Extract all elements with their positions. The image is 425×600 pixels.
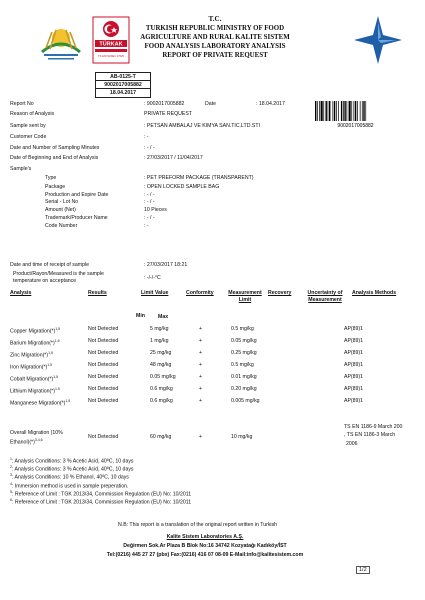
- report-no-label: Report No: [10, 101, 34, 107]
- row-analysis-name: Iron Migration(*): [10, 364, 48, 371]
- footnote-number: 4: [10, 482, 12, 486]
- receipt-value: : 27/03/2017 18:21: [144, 262, 188, 268]
- barcode-bar: [323, 101, 324, 121]
- row-limit: 0.6 mg/kg: [150, 398, 173, 404]
- date-label: Date: [205, 101, 216, 107]
- uncertainty-header-line2: Measurement: [308, 297, 342, 303]
- sample-label: Type: [45, 175, 57, 181]
- row-result: Not Detected: [88, 362, 119, 368]
- sample-value: 10 Pieces: [144, 207, 167, 213]
- col-min-header: Min: [136, 313, 145, 319]
- sample-label: Serial - Lot No: [45, 199, 79, 205]
- row-measurement: 0.05 mg/kg: [231, 338, 257, 344]
- row-measurement: 0.5 mg/kg: [231, 362, 254, 368]
- overall-analysis-sup: 3,4,6: [34, 438, 43, 442]
- row-measurement: 0.01 mg/kg: [231, 374, 257, 380]
- row-analysis: [10, 386, 60, 396]
- turkak-logo-subtext: TS EN ISO/IEC 17025: [98, 55, 124, 58]
- field-value: : -: [144, 134, 149, 140]
- overall-conformity: +: [199, 434, 203, 440]
- barcode-bar: [344, 101, 345, 121]
- row-method: AP(89)1: [344, 350, 364, 356]
- row-conformity: +: [199, 374, 203, 380]
- row-analysis: [10, 326, 60, 336]
- row-conformity: +: [199, 386, 203, 392]
- col-recovery-header: Recovery: [268, 290, 292, 296]
- field-value: : - / -: [144, 145, 155, 151]
- barcode-text: 9002017005882: [337, 123, 374, 128]
- sample-value: : PET PREFORM PACKAGE (TRANSPARENT): [144, 175, 254, 181]
- row-measurement: 0.25 mg/kg: [231, 350, 257, 356]
- row-analysis-sup: 1,6: [54, 339, 60, 343]
- row-result: Not Detected: [88, 326, 119, 332]
- report-number-box: [95, 72, 151, 98]
- row-analysis-name: Zinc Migration(*): [10, 352, 49, 359]
- col-max-header: Max: [158, 314, 169, 320]
- barcode-icon: [313, 100, 398, 128]
- barcode-bar: [351, 101, 352, 121]
- temp-label-2: temperature on acceptance: [13, 278, 77, 284]
- sample-value: : -: [144, 223, 149, 229]
- row-limit: 0.6 mg/kg: [150, 386, 173, 392]
- row-measurement: 0.005 mg/kg: [231, 398, 260, 404]
- row-analysis-sup: 1,5: [54, 387, 60, 391]
- footnote-number: 5: [10, 490, 12, 494]
- barcode-bar: [326, 101, 327, 121]
- measurement-header-line2: Limit: [238, 297, 252, 303]
- header-line-report: REPORT OF PRIVATE REQUEST: [162, 52, 268, 59]
- numbox-report-no: 9002017005882: [96, 81, 150, 89]
- sample-label: Amount (Net): [45, 207, 76, 213]
- report-header: [130, 15, 300, 60]
- footnote-text: : Analysis Conditions: 10 % Ethanol, 40ºC, 10 days: [11, 474, 129, 481]
- overall-measurement: 10 mg/kg: [231, 434, 253, 440]
- field-label: Sample's: [10, 166, 32, 172]
- row-analysis-sup: 1,5: [53, 375, 59, 379]
- barcode-bar: [333, 101, 334, 121]
- overall-analysis-line1: Overall Migration (10%: [10, 430, 63, 436]
- col-methods-header: Analysis Methods: [352, 290, 397, 296]
- barcode-bar: [360, 101, 361, 121]
- row-method: AP(89)1: [344, 338, 364, 344]
- row-analysis-name: Barium Migration(*): [10, 340, 55, 347]
- sample-label: Trademark/Producer Name: [45, 215, 108, 221]
- col-results-header: Results: [88, 290, 107, 296]
- sample-value: : - / -: [144, 192, 155, 198]
- header-line-agriculture: AGRICULTURE AND RURAL KALITE SISTEM: [140, 34, 290, 41]
- row-result: Not Detected: [88, 398, 119, 404]
- barcode-bar: [315, 101, 316, 121]
- barcode-bar: [334, 101, 335, 121]
- row-limit: 1 mg/kg: [150, 338, 169, 344]
- kalite-star-logo-icon: [352, 14, 404, 66]
- footnote-text: : Reference of Limit : TGK 2013/34, Commission Regulation (EU) No: 10/2011: [11, 499, 192, 506]
- row-conformity: +: [199, 326, 203, 332]
- footnote-number: 3: [10, 473, 12, 477]
- temp-label-1: Product/Rayon/Measured is the sample: [13, 271, 104, 277]
- row-method: AP(89)1: [344, 326, 364, 332]
- receipt-label: Date and time of receipt of sample: [10, 262, 90, 268]
- measurement-header-line1: Measurement: [228, 290, 262, 296]
- row-method: AP(89)1: [344, 386, 364, 392]
- company-address: Değirmen Sok.Ar Plaza B Blok No:16 34742 Kozyatağı Kadıköy/İST: [123, 543, 287, 549]
- row-result: Not Detected: [88, 386, 119, 392]
- company-name: Kalite Sistem Laboratories A.Ş.: [166, 534, 244, 540]
- row-conformity: +: [199, 362, 203, 368]
- barcode-bar: [357, 101, 358, 121]
- barcode-bar: [363, 101, 364, 121]
- row-analysis-name: Manganese Migration(*): [10, 400, 66, 407]
- overall-limit: 60 mg/kg: [150, 434, 172, 440]
- row-analysis-name: Lithium Migration(*): [10, 388, 55, 395]
- overall-analysis-line2: [10, 437, 43, 447]
- row-analysis-sup: 1,5: [47, 363, 53, 367]
- overall-method-3: 2006: [346, 441, 358, 447]
- header-line-tc: T.C.: [208, 15, 222, 23]
- col-limit-header: Limit Value: [141, 290, 169, 296]
- field-label: Reason of Analysis: [10, 111, 55, 117]
- footnote-number: 1: [10, 457, 12, 461]
- barcode-bar: [329, 101, 330, 121]
- company-contact: Tel:(0216) 445 27 27 (pbx) Fax:(0216) 416 07 08-09 E-Mail:info@kalitesistem.com: [106, 552, 304, 558]
- field-label: Date of Beginning and End of Analysis: [10, 155, 99, 161]
- turkak-logo-icon: [92, 16, 130, 64]
- row-analysis: [10, 338, 60, 348]
- sample-label: Code Number: [45, 223, 78, 229]
- barcode-bar: [365, 101, 366, 121]
- numbox-code: AB-0125-T: [96, 73, 150, 81]
- row-analysis: [10, 374, 58, 384]
- header-line-lab: FOOD ANALYSIS LABORATORY ANALYSIS: [144, 43, 286, 50]
- sample-label: Production and Expire Date: [45, 192, 109, 198]
- barcode-bar: [362, 101, 363, 121]
- barcode-bar: [349, 101, 351, 121]
- barcode-bar: [338, 101, 339, 121]
- barcode-bar: [347, 101, 348, 121]
- sample-value: : OPEN LOCKED SAMPLE BAG: [144, 184, 220, 190]
- row-limit: 0.05 mg/kg: [150, 374, 176, 380]
- sample-value: : - / -: [144, 215, 155, 221]
- footnote-text: : Analysis Conditions: 3 % Acetic Acid, 40ºC, 10 days: [11, 466, 134, 473]
- col-conformity-header: Conformity: [186, 290, 214, 296]
- barcode-bar: [319, 101, 320, 121]
- report-no-value: : 9002017005882: [144, 101, 185, 107]
- row-result: Not Detected: [88, 338, 119, 344]
- row-measurement: 0.20 mg/kg: [231, 386, 257, 392]
- row-conformity: +: [199, 338, 203, 344]
- field-label: Customer Code: [10, 134, 47, 140]
- row-result: Not Detected: [88, 374, 119, 380]
- field-label: Sample sent by: [10, 123, 46, 129]
- numbox-date: 18.04.2017: [110, 90, 136, 96]
- row-conformity: +: [199, 350, 203, 356]
- temp-value: : -/-/-°C: [144, 275, 161, 281]
- overall-method-2: , TS EN 1186-3 March: [344, 432, 396, 438]
- row-analysis-sup: 1,5: [55, 327, 61, 331]
- barcode-bar: [321, 101, 323, 121]
- footnote-text: : Analysis Conditions: 3 % Acetic Acid, 40ºC, 10 days: [11, 458, 134, 465]
- row-method: AP(89)1: [344, 374, 364, 380]
- row-analysis: [10, 350, 53, 360]
- row-analysis-sup: 1,5: [65, 399, 71, 403]
- uncertainty-header-line1: Uncertainty of: [307, 290, 343, 296]
- barcode-bar: [336, 101, 337, 121]
- date-value: : 18.04.2017: [256, 101, 285, 107]
- row-limit: 5 mg/kg: [150, 326, 169, 332]
- footnote-number: 6: [10, 498, 12, 502]
- row-method: AP(89)1: [344, 362, 364, 368]
- field-value: PRIVATE REQUEST: [144, 111, 192, 117]
- row-analysis: [10, 398, 70, 408]
- translation-note: N.B: This report is a translation of the original report written in Turkish: [118, 522, 278, 528]
- col-analysis-header: Analysis: [10, 290, 32, 296]
- overall-method-1: TS EN 1186-9 March 200: [344, 424, 403, 430]
- footnote-text: : Immersion method is used in sample preperation.: [11, 483, 129, 490]
- footnote-text: : Reference of Limit : TGK 2013/34, Commission Regulation (EU) No: 10/2011: [11, 491, 192, 498]
- row-analysis-name: Copper Migration(*): [10, 328, 56, 335]
- barcode-bar: [354, 101, 355, 121]
- turkak-logo-text: TÜRKAK: [99, 41, 123, 48]
- row-analysis-name: Cobalt Migration(*): [10, 376, 54, 383]
- footnote-number: 2: [10, 465, 12, 469]
- barcode-bar: [343, 101, 344, 121]
- header-line-ministry: TURKISH REPUBLIC MINISTRY OF FOOD: [145, 25, 285, 32]
- col-uncertainty-header: [302, 290, 348, 304]
- barcode-bar: [341, 101, 342, 121]
- col-measurement-header: [222, 290, 268, 304]
- overall-result: Not Detected: [88, 434, 119, 440]
- row-conformity: +: [199, 398, 203, 404]
- footnote: [10, 497, 191, 507]
- row-analysis-sup: 1,5: [48, 351, 53, 355]
- barcode-bar: [355, 101, 356, 121]
- sample-label: Package: [45, 184, 66, 190]
- field-label: Date and Number of Sampling Minutes: [10, 145, 100, 151]
- field-value: : 27/03/2017 / 11/04/2017: [144, 155, 203, 161]
- sample-value: : - / -: [144, 199, 155, 205]
- row-limit: 48 mg/kg: [150, 362, 172, 368]
- row-measurement: 0.5 mg/kg: [231, 326, 254, 332]
- row-method: AP(89)1: [344, 398, 364, 404]
- barcode-bar: [328, 101, 329, 121]
- field-value: : PETSAN AMBALAJ VE KIMYA SAN.TIC.LTD.STI: [144, 123, 260, 129]
- page-number: 1/2: [356, 566, 370, 574]
- ministry-logo-icon: [38, 22, 84, 62]
- row-result: Not Detected: [88, 350, 119, 356]
- barcode-bar: [317, 101, 318, 121]
- row-limit: 25 mg/kg: [150, 350, 172, 356]
- row-analysis: [10, 362, 52, 372]
- overall-analysis-name: Ethanol)(*): [10, 439, 35, 446]
